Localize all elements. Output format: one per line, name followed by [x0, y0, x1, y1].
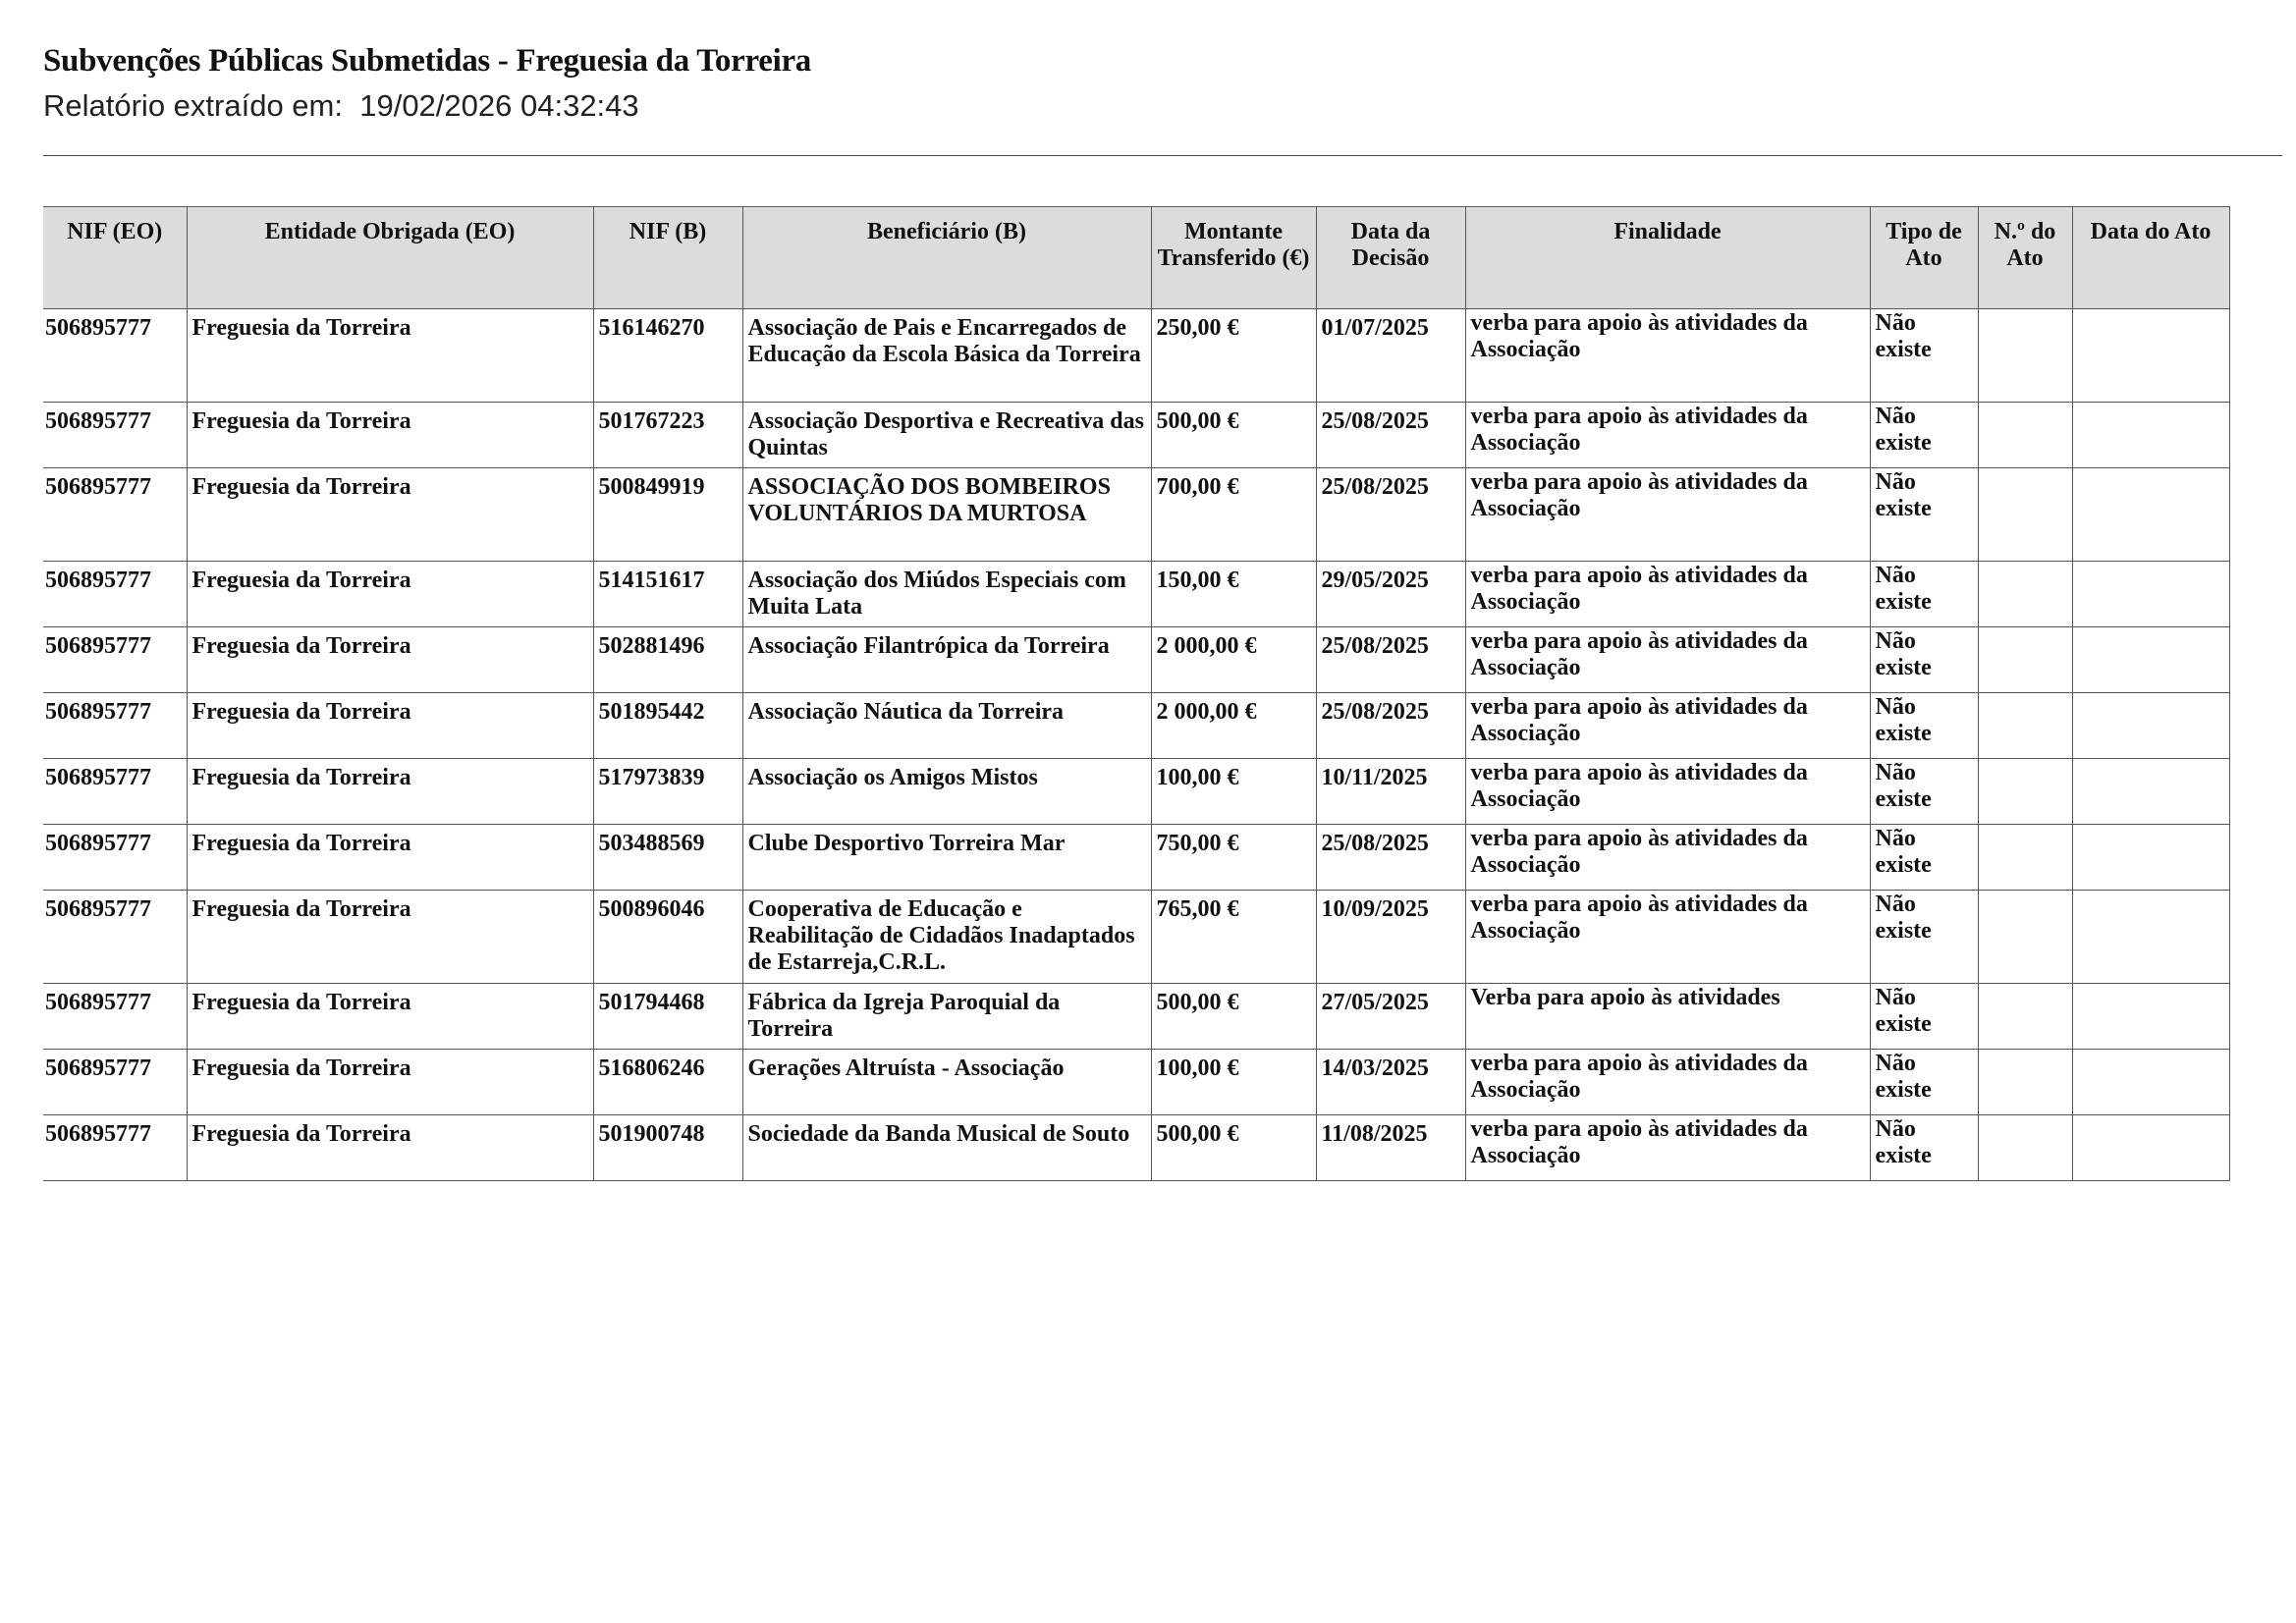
- data-ato-cell: [2072, 759, 2229, 825]
- beneficiario-cell: Clube Desportivo Torreira Mar: [742, 825, 1151, 891]
- table-row: [43, 759, 2229, 825]
- data-ato-cell: [2072, 468, 2229, 562]
- nif-eo-cell: 506895777: [43, 562, 187, 627]
- montante-cell: 765,00 €: [1151, 891, 1316, 984]
- montante-cell: 100,00 €: [1151, 1050, 1316, 1115]
- entidade-cell: Freguesia da Torreira: [187, 759, 593, 825]
- montante-cell: 500,00 €: [1151, 1115, 1316, 1181]
- tipo-ato-cell: Não existe: [1870, 562, 1978, 627]
- tipo-ato-cell: Não existe: [1870, 825, 1978, 891]
- tipo-ato-cell: Não existe: [1870, 468, 1978, 562]
- numero-ato-cell: [1978, 891, 2072, 984]
- tipo-ato-cell: Não existe: [1870, 891, 1978, 984]
- col-header: Finalidade: [1465, 207, 1870, 309]
- col-header: N.º do Ato: [1978, 207, 2072, 309]
- data-decisao-cell: 25/08/2025: [1316, 825, 1465, 891]
- montante-cell: 100,00 €: [1151, 759, 1316, 825]
- table-body: [43, 309, 2229, 1181]
- table-row: [43, 1050, 2229, 1115]
- finalidade-cell: verba para apoio às atividades da Associação: [1465, 693, 1870, 759]
- numero-ato-cell: [1978, 1115, 2072, 1181]
- montante-cell: 250,00 €: [1151, 309, 1316, 403]
- beneficiario-cell: Associação os Amigos Mistos: [742, 759, 1151, 825]
- col-header: NIF (B): [593, 207, 742, 309]
- tipo-ato-cell: Não existe: [1870, 693, 1978, 759]
- table-row: [43, 627, 2229, 693]
- data-decisao-cell: 10/11/2025: [1316, 759, 1465, 825]
- data-ato-cell: [2072, 984, 2229, 1050]
- nif-eo-cell: 506895777: [43, 468, 187, 562]
- data-decisao-cell: 27/05/2025: [1316, 984, 1465, 1050]
- montante-cell: 500,00 €: [1151, 403, 1316, 468]
- col-header: Entidade Obrigada (EO): [187, 207, 593, 309]
- entidade-cell: Freguesia da Torreira: [187, 562, 593, 627]
- finalidade-cell: verba para apoio às atividades da Associação: [1465, 562, 1870, 627]
- nif-b-cell: 500849919: [593, 468, 742, 562]
- montante-cell: 500,00 €: [1151, 984, 1316, 1050]
- montante-cell: 2 000,00 €: [1151, 627, 1316, 693]
- extraction-label: Relatório extraído em:: [43, 88, 343, 123]
- montante-cell: 750,00 €: [1151, 825, 1316, 891]
- data-ato-cell: [2072, 562, 2229, 627]
- entidade-cell: Freguesia da Torreira: [187, 984, 593, 1050]
- col-header: Montante Transferido (€): [1151, 207, 1316, 309]
- data-ato-cell: [2072, 825, 2229, 891]
- table-row: [43, 468, 2229, 562]
- entidade-cell: Freguesia da Torreira: [187, 468, 593, 562]
- tipo-ato-cell: Não existe: [1870, 403, 1978, 468]
- data-decisao-cell: 25/08/2025: [1316, 468, 1465, 562]
- data-decisao-cell: 29/05/2025: [1316, 562, 1465, 627]
- col-header: Tipo de Ato: [1870, 207, 1978, 309]
- data-ato-cell: [2072, 403, 2229, 468]
- nif-eo-cell: 506895777: [43, 309, 187, 403]
- finalidade-cell: Verba para apoio às atividades: [1465, 984, 1870, 1050]
- beneficiario-cell: Associação Desportiva e Recreativa das Quintas: [742, 403, 1151, 468]
- entidade-cell: Freguesia da Torreira: [187, 825, 593, 891]
- table-row: [43, 825, 2229, 891]
- numero-ato-cell: [1978, 627, 2072, 693]
- nif-b-cell: 501767223: [593, 403, 742, 468]
- finalidade-cell: verba para apoio às atividades da Associação: [1465, 309, 1870, 403]
- col-header: Data do Ato: [2072, 207, 2229, 309]
- data-decisao-cell: 25/08/2025: [1316, 627, 1465, 693]
- beneficiario-cell: Fábrica da Igreja Paroquial da Torreira: [742, 984, 1151, 1050]
- table-row: [43, 309, 2229, 403]
- nif-eo-cell: 506895777: [43, 693, 187, 759]
- data-decisao-cell: 10/09/2025: [1316, 891, 1465, 984]
- col-header: NIF (EO): [43, 207, 187, 309]
- tipo-ato-cell: Não existe: [1870, 1115, 1978, 1181]
- nif-eo-cell: 506895777: [43, 759, 187, 825]
- table-row: [43, 984, 2229, 1050]
- data-decisao-cell: 14/03/2025: [1316, 1050, 1465, 1115]
- beneficiario-cell: ASSOCIAÇÃO DOS BOMBEIROS VOLUNTÁRIOS DA MURTOSA: [742, 468, 1151, 562]
- numero-ato-cell: [1978, 693, 2072, 759]
- table-header-row: [43, 207, 2229, 309]
- nif-b-cell: 503488569: [593, 825, 742, 891]
- nif-b-cell: 501900748: [593, 1115, 742, 1181]
- beneficiario-cell: Associação dos Miúdos Especiais com Muita Lata: [742, 562, 1151, 627]
- page-title: Subvenções Públicas Submetidas - Freguesia da Torreira: [43, 43, 811, 79]
- nif-b-cell: 501794468: [593, 984, 742, 1050]
- nif-b-cell: 516146270: [593, 309, 742, 403]
- finalidade-cell: verba para apoio às atividades da Associação: [1465, 468, 1870, 562]
- finalidade-cell: verba para apoio às atividades da Associação: [1465, 891, 1870, 984]
- numero-ato-cell: [1978, 825, 2072, 891]
- finalidade-cell: verba para apoio às atividades da Associação: [1465, 759, 1870, 825]
- extraction-datetime: 19/02/2026 04:32:43: [359, 88, 639, 123]
- beneficiario-cell: Cooperativa de Educação e Reabilitação de Cidadãos Inadaptados de Estarreja,C.R.L.: [742, 891, 1151, 984]
- numero-ato-cell: [1978, 984, 2072, 1050]
- tipo-ato-cell: Não existe: [1870, 309, 1978, 403]
- finalidade-cell: verba para apoio às atividades da Associação: [1465, 825, 1870, 891]
- nif-eo-cell: 506895777: [43, 825, 187, 891]
- data-ato-cell: [2072, 309, 2229, 403]
- nif-b-cell: 501895442: [593, 693, 742, 759]
- tipo-ato-cell: Não existe: [1870, 759, 1978, 825]
- data-ato-cell: [2072, 891, 2229, 984]
- nif-eo-cell: 506895777: [43, 1050, 187, 1115]
- tipo-ato-cell: Não existe: [1870, 1050, 1978, 1115]
- beneficiario-cell: Associação de Pais e Encarregados de Educação da Escola Básica da Torreira: [742, 309, 1151, 403]
- beneficiario-cell: Associação Filantrópica da Torreira: [742, 627, 1151, 693]
- numero-ato-cell: [1978, 468, 2072, 562]
- nif-b-cell: 500896046: [593, 891, 742, 984]
- data-decisao-cell: 11/08/2025: [1316, 1115, 1465, 1181]
- data-ato-cell: [2072, 693, 2229, 759]
- entidade-cell: Freguesia da Torreira: [187, 891, 593, 984]
- finalidade-cell: verba para apoio às atividades da Associação: [1465, 1050, 1870, 1115]
- montante-cell: 150,00 €: [1151, 562, 1316, 627]
- subsidies-table: [43, 206, 2230, 1181]
- numero-ato-cell: [1978, 1050, 2072, 1115]
- col-header: Data da Decisão: [1316, 207, 1465, 309]
- finalidade-cell: verba para apoio às atividades da Associação: [1465, 403, 1870, 468]
- extraction-info: [43, 88, 639, 124]
- entidade-cell: Freguesia da Torreira: [187, 403, 593, 468]
- nif-b-cell: 514151617: [593, 562, 742, 627]
- tipo-ato-cell: Não existe: [1870, 984, 1978, 1050]
- col-header: Beneficiário (B): [742, 207, 1151, 309]
- table-row: [43, 403, 2229, 468]
- nif-eo-cell: 506895777: [43, 627, 187, 693]
- data-decisao-cell: 25/08/2025: [1316, 693, 1465, 759]
- finalidade-cell: verba para apoio às atividades da Associação: [1465, 1115, 1870, 1181]
- data-decisao-cell: 25/08/2025: [1316, 403, 1465, 468]
- numero-ato-cell: [1978, 759, 2072, 825]
- numero-ato-cell: [1978, 562, 2072, 627]
- entidade-cell: Freguesia da Torreira: [187, 309, 593, 403]
- finalidade-cell: verba para apoio às atividades da Associação: [1465, 627, 1870, 693]
- entidade-cell: Freguesia da Torreira: [187, 693, 593, 759]
- nif-b-cell: 516806246: [593, 1050, 742, 1115]
- entidade-cell: Freguesia da Torreira: [187, 1115, 593, 1181]
- table-row: [43, 562, 2229, 627]
- nif-eo-cell: 506895777: [43, 984, 187, 1050]
- tipo-ato-cell: Não existe: [1870, 627, 1978, 693]
- nif-b-cell: 502881496: [593, 627, 742, 693]
- table-row: [43, 693, 2229, 759]
- beneficiario-cell: Associação Náutica da Torreira: [742, 693, 1151, 759]
- header-divider: [43, 155, 2282, 156]
- montante-cell: 700,00 €: [1151, 468, 1316, 562]
- data-ato-cell: [2072, 1050, 2229, 1115]
- nif-eo-cell: 506895777: [43, 891, 187, 984]
- beneficiario-cell: Sociedade da Banda Musical de Souto: [742, 1115, 1151, 1181]
- data-decisao-cell: 01/07/2025: [1316, 309, 1465, 403]
- numero-ato-cell: [1978, 309, 2072, 403]
- table-row: [43, 891, 2229, 984]
- entidade-cell: Freguesia da Torreira: [187, 1050, 593, 1115]
- entidade-cell: Freguesia da Torreira: [187, 627, 593, 693]
- nif-b-cell: 517973839: [593, 759, 742, 825]
- data-ato-cell: [2072, 1115, 2229, 1181]
- data-ato-cell: [2072, 627, 2229, 693]
- montante-cell: 2 000,00 €: [1151, 693, 1316, 759]
- nif-eo-cell: 506895777: [43, 1115, 187, 1181]
- table-row: [43, 1115, 2229, 1181]
- nif-eo-cell: 506895777: [43, 403, 187, 468]
- beneficiario-cell: Gerações Altruísta - Associação: [742, 1050, 1151, 1115]
- numero-ato-cell: [1978, 403, 2072, 468]
